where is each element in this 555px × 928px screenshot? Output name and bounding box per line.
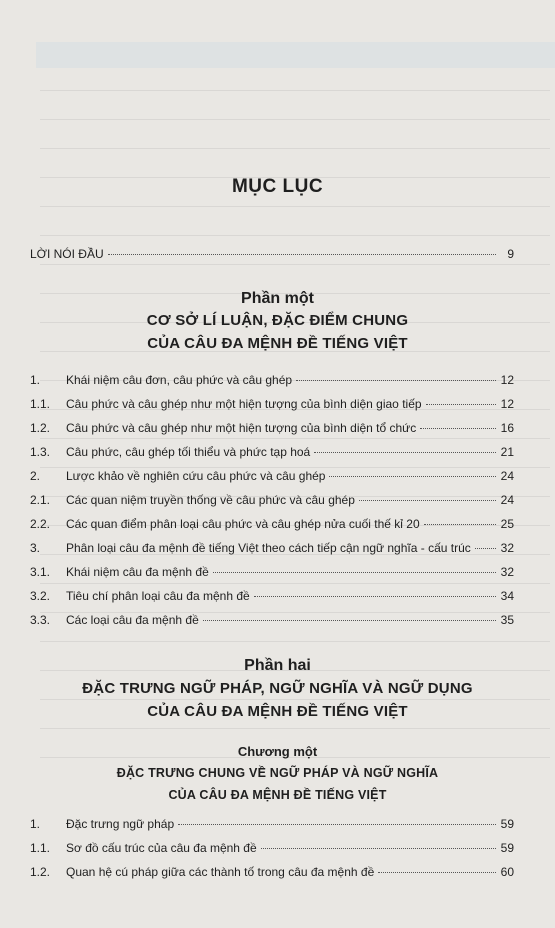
entry-number: 1.3.	[30, 445, 51, 459]
toc-entry	[30, 565, 514, 579]
entry-number: 1.	[30, 817, 41, 831]
leader-dots	[296, 380, 496, 381]
toc-entry	[30, 865, 514, 879]
part-title-line: CƠ SỞ LÍ LUẬN, ĐẶC ĐIỂM CHUNG	[146, 312, 409, 329]
page-title: MỤC LỤC	[231, 176, 324, 197]
chapter-title-line: CỦA CÂU ĐA MỆNH ĐỀ TIẾNG VIỆT	[168, 788, 387, 802]
leader-dots	[203, 620, 496, 621]
entry-page: 59	[500, 841, 514, 855]
toc-entry	[30, 469, 514, 483]
entry-page: 60	[500, 865, 514, 879]
toc-entry	[30, 493, 514, 507]
entry-page: 12	[500, 373, 514, 387]
entry-title: Câu phức và câu ghép như một hiện tượng của bình diện tổ chức	[66, 421, 417, 435]
toc-entry-preface	[30, 247, 514, 261]
entry-title: Khái niệm câu đơn, câu phức và câu ghép	[66, 373, 293, 387]
part-label: Phần hai	[244, 657, 311, 674]
leader-dots	[178, 824, 496, 825]
toc-entry	[30, 445, 514, 459]
entry-number: 3.3.	[30, 613, 51, 627]
entry-page: 32	[500, 541, 514, 555]
leader-dots	[420, 428, 496, 429]
leader-dots	[261, 848, 496, 849]
part-title-line: ĐẶC TRƯNG NGỮ PHÁP, NGỮ NGHĨA VÀ NGỮ DỤNG	[82, 680, 473, 697]
leader-dots	[329, 476, 496, 477]
entry-page: 12	[500, 397, 514, 411]
entry-number: 1.1.	[30, 397, 51, 411]
entry-page: 25	[500, 517, 514, 531]
entry-number: 2.1.	[30, 493, 51, 507]
part-label: Phần một	[241, 290, 314, 307]
entry-page: 59	[500, 817, 514, 831]
entry-number: 3.1.	[30, 565, 51, 579]
entry-title: Tiêu chí phân loại câu đa mệnh đề	[66, 589, 250, 603]
leader-dots	[254, 596, 496, 597]
toc-entry	[30, 541, 514, 555]
toc-entry	[30, 373, 514, 387]
leader-dots	[378, 872, 496, 873]
entry-page: 21	[500, 445, 514, 459]
leader-dots	[359, 500, 496, 501]
entry-page: 32	[500, 565, 514, 579]
entry-title: Các quan điểm phân loại câu phức và câu ghép nửa cuối thế kỉ 20	[66, 517, 420, 531]
entry-number: 1.2.	[30, 421, 51, 435]
entry-number: 3.2.	[30, 589, 51, 603]
entry-title: Câu phức, câu ghép tối thiểu và phức tạp hoá	[66, 445, 311, 459]
entry-title: Lược khảo về nghiên cứu câu phức và câu ghép	[66, 469, 326, 483]
toc-entry	[30, 517, 514, 531]
entry-title: Phân loại câu đa mệnh đề tiếng Việt theo cách tiếp cận ngữ nghĩa - cấu trúc	[66, 541, 471, 555]
toc-entry	[30, 841, 514, 855]
entry-title: Các quan niệm truyền thống về câu phức và câu ghép	[66, 493, 355, 507]
entry-title: Câu phức và câu ghép như một hiện tượng của bình diện giao tiếp	[66, 397, 422, 411]
entry-page: 16	[500, 421, 514, 435]
entry-page: 34	[500, 589, 514, 603]
entry-number: 1.	[30, 373, 41, 387]
entry-number: 2.2.	[30, 517, 51, 531]
toc-entry	[30, 589, 514, 603]
entry-title: Đặc trưng ngữ pháp	[66, 817, 175, 831]
entry-page: 24	[500, 493, 514, 507]
toc-entry	[30, 613, 514, 627]
entry-title: Các loại câu đa mệnh đề	[66, 613, 199, 627]
entry-number: 1.1.	[30, 841, 51, 855]
entry-number: 2.	[30, 469, 41, 483]
leader-dots	[314, 452, 496, 453]
entry-title: Khái niệm câu đa mệnh đề	[66, 565, 209, 579]
entry-title: Sơ đồ cấu trúc của câu đa mệnh đề	[66, 841, 257, 855]
toc-entry	[30, 817, 514, 831]
leader-dots	[426, 404, 496, 405]
leader-dots	[424, 524, 496, 525]
part-title-line: CỦA CÂU ĐA MỆNH ĐỀ TIẾNG VIỆT	[147, 335, 408, 352]
entry-title: Quan hệ cú pháp giữa các thành tố trong câu đa mệnh đề	[66, 865, 375, 879]
entry-number: 3.	[30, 541, 41, 555]
leader-dots	[108, 254, 496, 255]
leader-dots	[213, 572, 496, 573]
entry-title: LỜI NÓI ĐẦU	[30, 247, 104, 261]
leader-dots	[475, 548, 496, 549]
toc-entry	[30, 397, 514, 411]
chapter-label: Chương một	[237, 744, 318, 759]
entry-page: 9	[507, 247, 514, 261]
chapter-title-line: ĐẶC TRƯNG CHUNG VỀ NGỮ PHÁP VÀ NGỮ NGHĨA	[116, 766, 439, 780]
entry-number: 1.2.	[30, 865, 51, 879]
toc-entry	[30, 421, 514, 435]
entry-page: 24	[500, 469, 514, 483]
entry-page: 35	[500, 613, 514, 627]
part-title-line: CỦA CÂU ĐA MỆNH ĐỀ TIẾNG VIỆT	[147, 703, 408, 720]
